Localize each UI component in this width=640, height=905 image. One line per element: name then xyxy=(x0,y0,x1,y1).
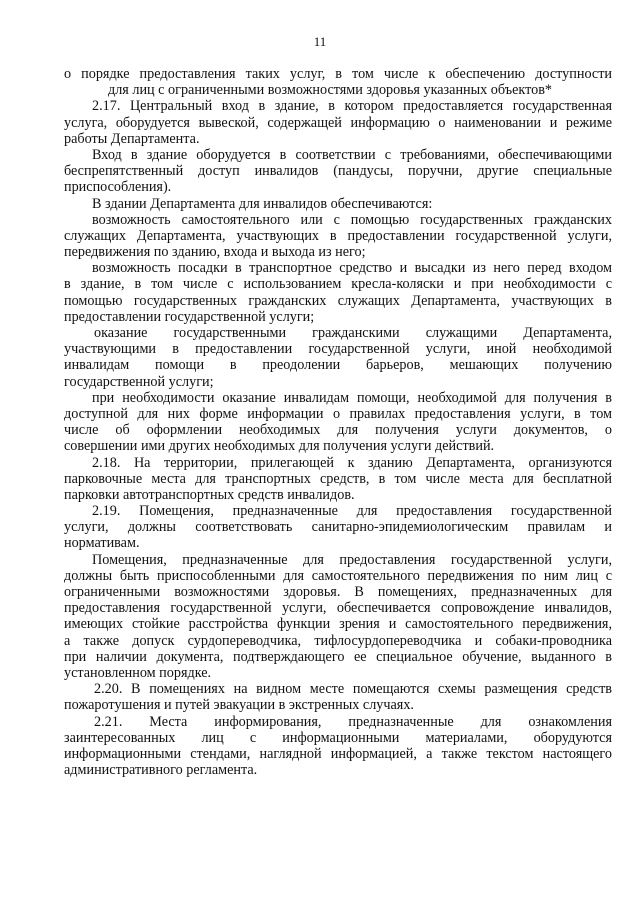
document-body xyxy=(64,66,612,778)
text-line: предоставления государственной услуги, обеспечивается сопровождение инвалидов, xyxy=(64,600,612,617)
text-line: нормативам. xyxy=(64,535,140,552)
text-line: 2.21. Места информирования, предназначенные для ознакомления xyxy=(94,713,612,730)
text-line: в здание, в том числе с использованием кресла-коляски и при необходимости с xyxy=(64,276,612,293)
text-line: при наличии документа, подтверждающего ее специальное обучение, выданного в xyxy=(64,648,612,665)
text-line: установленном порядке. xyxy=(64,664,212,681)
text-line: совершении ими других необходимых для получения услуги действий. xyxy=(64,438,495,455)
text-line: услуги, должны соответствовать санитарно-эпидемиологическим правилам и xyxy=(64,519,612,536)
text-line: оказание государственными гражданскими служащими Департамента, xyxy=(94,325,612,341)
text-line: работы Департамента. xyxy=(64,130,200,147)
text-line: государственной услуги; xyxy=(64,373,214,390)
text-line: парковки автотранспортных средств инвалидов. xyxy=(64,486,355,503)
text-line: числе об оформлении необходимых для получения услуги документов, о xyxy=(64,422,612,439)
text-line: о порядке предоставления таких услуг, в том числе к обеспечению доступности xyxy=(64,66,612,82)
text-line: Вход в здание оборудуется в соответствии с требованиями, обеспечивающими xyxy=(92,146,612,163)
text-line: возможность самостоятельного или с помощью государственных гражданских xyxy=(92,211,612,228)
text-line: 2.19. Помещения, предназначенные для предоставления государственной xyxy=(92,503,612,520)
text-line: участвующими в предоставлении государственной услуги, иной необходимой xyxy=(64,341,612,358)
text-line: служащих Департамента, участвующих в предоставлении государственной услуги, xyxy=(64,227,612,244)
text-line: имеющих стойкие расстройства функции зрения и самостоятельного передвижения, xyxy=(64,616,612,633)
text-line: беспрепятственный доступ инвалидов (пандусы, поручни, другие специальные xyxy=(64,163,612,180)
text-line: для лиц с ограниченными возможностями здоровья указанных объектов* xyxy=(108,82,553,99)
text-line: приспособления). xyxy=(64,179,172,196)
text-line: возможность посадки в транспортное средство и высадки из него перед входом xyxy=(92,260,612,277)
text-line: предоставлении государственной услуги; xyxy=(64,308,315,325)
text-line: информационными стендами, наглядной информацией, а также текстом настоящего xyxy=(64,745,612,762)
text-line: административного регламента. xyxy=(64,762,258,779)
text-line: заинтересованных лиц с информационными материалами, оборудуются xyxy=(64,729,612,746)
text-line: 2.20. В помещениях на видном месте помещаются схемы размещения средств xyxy=(94,681,612,698)
text-line: инвалидам помощи в преодолении барьеров, мешающих получению xyxy=(64,357,612,374)
text-line: 2.18. На территории, прилегающей к зданию Департамента, организуются xyxy=(92,454,612,471)
page-number: 11 xyxy=(313,34,327,49)
text-line: должны быть приспособленными для самостоятельного передвижения по ним лиц с xyxy=(64,567,612,584)
text-line: Помещения, предназначенные для предоставления государственной услуги, xyxy=(92,551,612,568)
text-line: парковочные места для транспортных средств, в том числе места для бесплатной xyxy=(64,470,612,487)
text-line: 2.17. Центральный вход в здание, в котором предоставляется государственная xyxy=(92,98,612,115)
text-line: при необходимости оказание инвалидам помощи, необходимой для получения в xyxy=(92,389,612,406)
text-line: а также допуск сурдопереводчика, тифлосурдопереводчика и собаки-проводника xyxy=(64,632,612,649)
text-line: услуга, оборудуется вывеской, содержащей информацию о наименовании и режиме xyxy=(64,114,612,131)
text-line: В здании Департамента для инвалидов обеспечиваются: xyxy=(92,195,433,212)
text-line: доступной для них форме информации о правилах предоставления услуги, в том xyxy=(64,405,612,422)
text-line: ограниченными возможностями здоровья. В помещениях, предназначенных для xyxy=(64,584,612,600)
text-line: пожаротушения и путей эвакуации в экстренных случаях. xyxy=(64,697,414,714)
text-line: передвижения по зданию, входа и выхода из него; xyxy=(64,244,366,261)
text-line: помощью государственных гражданских служащих Департамента, участвующих в xyxy=(64,292,612,309)
